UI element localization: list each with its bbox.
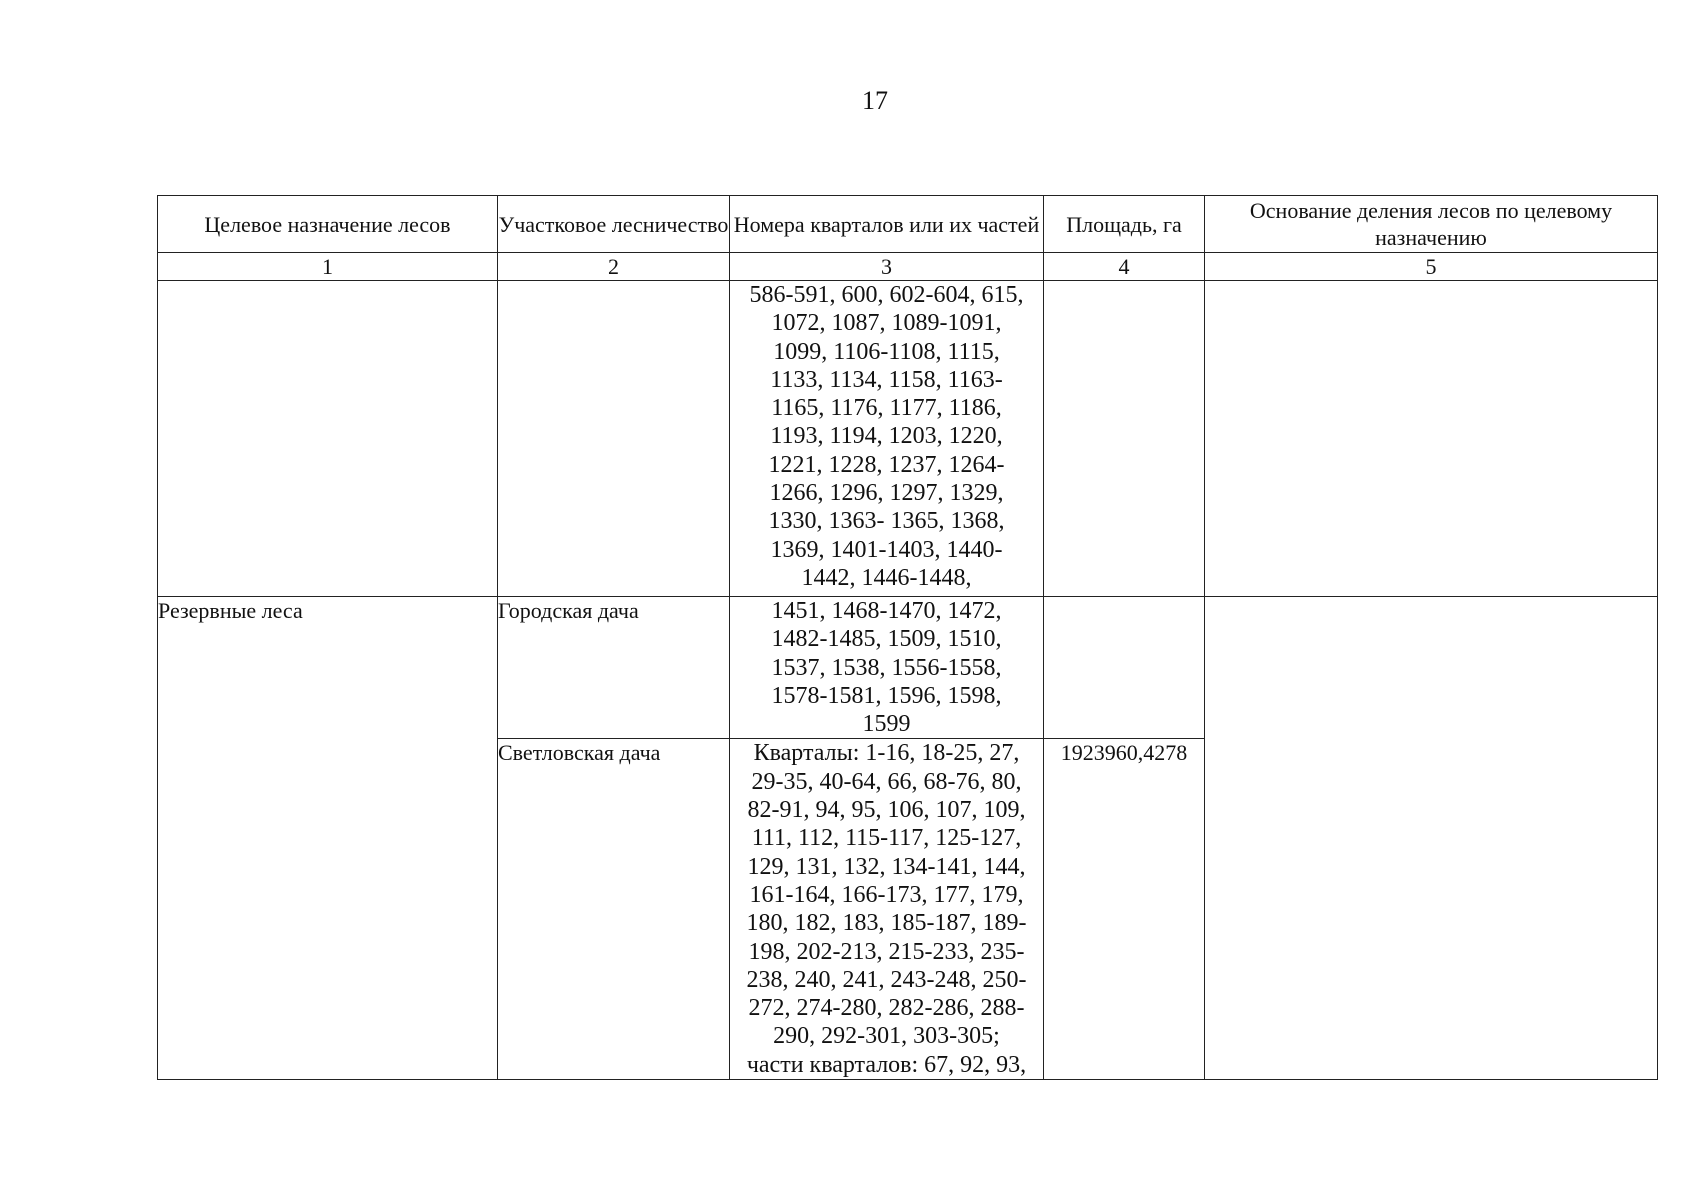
quarters-cell: 586-591, 600, 602-604, 615, 1072, 1087, 1089-1091, 1099, 1106-1108, 1115, 1133, 1134, 1158, 1163- 1165, 1176, 1177, 1186, 1193, 1194, 1203, 1220, 1221, 1228, 1237, 1264- 1266, 1296, 1297, 1329, 1330, 1363- 1365, 1368, 1369, 1401-1403, 1440- 1442, 1446-1448,: [730, 281, 1044, 597]
header-cell-area: Площадь, га: [1044, 196, 1205, 253]
table-row: [158, 597, 1658, 739]
quarters-cell: 1451, 1468-1470, 1472, 1482-1485, 1509, 1510, 1537, 1538, 1556-1558, 1578-1581, 1596, 1598, 1599: [730, 597, 1044, 739]
header-cell-basis: Основание деления лесов по целевому назначению: [1205, 196, 1658, 253]
column-number: 3: [730, 253, 1044, 281]
column-number: 4: [1044, 253, 1205, 281]
header-cell-forestry: Участковое лесничество: [498, 196, 730, 253]
column-number: 1: [158, 253, 498, 281]
forestry-cell: [498, 281, 730, 597]
header-row: [158, 196, 1658, 253]
forestry-cell-gorodskaya: Городская дача: [498, 597, 730, 739]
basis-cell: [1205, 597, 1658, 1080]
area-cell: [1044, 597, 1205, 739]
column-number: 2: [498, 253, 730, 281]
basis-cell: [1205, 281, 1658, 597]
header-cell-purpose: Целевое назначение лесов: [158, 196, 498, 253]
page-number: 17: [862, 86, 888, 115]
purpose-cell: [158, 281, 498, 597]
forestry-cell-svetlovskaya: Светловская дача: [498, 739, 730, 1080]
purpose-cell-reserve-forests: Резервные леса: [158, 597, 498, 1080]
area-cell: 1923960,4278: [1044, 739, 1205, 1080]
quarters-cell: Кварталы: 1-16, 18-25, 27, 29-35, 40-64, 66, 68-76, 80, 82-91, 94, 95, 106, 107, 109, 111, 112, 115-117, 125-127, 129, 131, 132, 134-141, 144, 161-164, 166-173, 177, 179, 180, 182, 183, 185-187, 189- 198, 202-213, 215-233, 235- 238, 240, 241, 243-248, 250- 272, 274-280, 282-286, 288- 290, 292-301, 303-305; части кварталов: 67, 92, 93,: [730, 739, 1044, 1080]
table-row: [158, 281, 1658, 597]
area-cell: [1044, 281, 1205, 597]
forest-purpose-table: [157, 195, 1658, 1080]
column-number: 5: [1205, 253, 1658, 281]
header-cell-quarters: Номера кварталов или их частей: [730, 196, 1044, 253]
column-number-row: [158, 253, 1658, 281]
